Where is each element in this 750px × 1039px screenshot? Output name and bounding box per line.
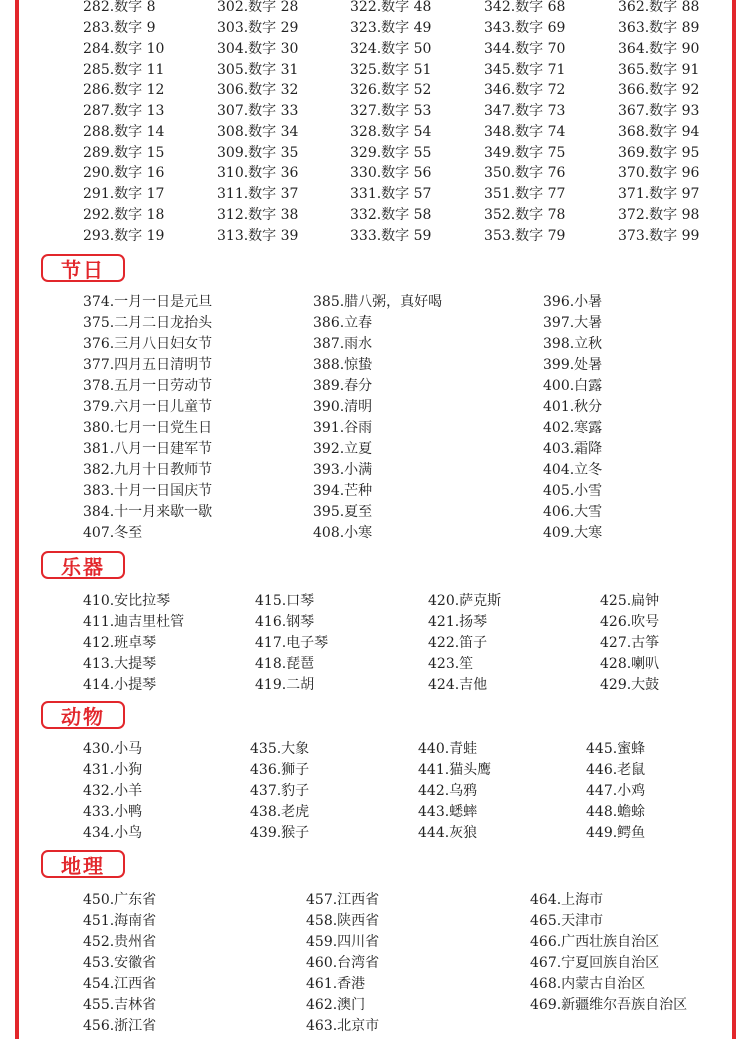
word-item: 329.数字 55 <box>350 145 432 161</box>
word-item: 302.数字 28 <box>217 0 299 15</box>
word-item: 309.数字 35 <box>217 145 299 161</box>
word-item: 311.数字 37 <box>217 186 299 202</box>
word-row <box>0 995 750 1016</box>
word-item: 427.古筝 <box>600 635 660 651</box>
word-item: 447.小鸡 <box>586 783 646 799</box>
word-item: 457.江西省 <box>306 892 380 908</box>
word-item: 466.广西壮族自治区 <box>530 934 660 950</box>
word-item: 397.大暑 <box>543 315 603 331</box>
word-item: 426.吹号 <box>600 614 660 630</box>
word-item: 462.澳门 <box>306 997 366 1013</box>
word-item: 376.三月八日妇女节 <box>83 336 213 352</box>
word-item: 363.数字 89 <box>618 20 700 36</box>
word-item: 412.班卓琴 <box>83 635 157 651</box>
word-item: 437.豹子 <box>250 783 310 799</box>
word-row <box>0 376 750 397</box>
word-item: 399.处暑 <box>543 357 603 373</box>
word-item: 432.小羊 <box>83 783 143 799</box>
word-item: 343.数字 69 <box>484 20 566 36</box>
word-row <box>0 18 750 39</box>
word-item: 408.小寒 <box>313 525 373 541</box>
word-item: 411.迪吉里杜管 <box>83 614 185 630</box>
word-item: 404.立冬 <box>543 462 603 478</box>
word-item: 391.谷雨 <box>313 420 373 436</box>
word-item: 374.一月一日是元旦 <box>83 294 213 310</box>
word-row <box>0 739 750 760</box>
word-item: 392.立夏 <box>313 441 373 457</box>
word-item: 365.数字 91 <box>618 62 700 78</box>
word-item: 463.北京市 <box>306 1018 380 1034</box>
word-item: 349.数字 75 <box>484 145 566 161</box>
word-item: 458.陕西省 <box>306 913 380 929</box>
word-row <box>0 60 750 81</box>
word-item: 367.数字 93 <box>618 103 700 119</box>
word-item: 389.春分 <box>313 378 373 394</box>
word-item: 393.小满 <box>313 462 373 478</box>
word-item: 461.香港 <box>306 976 366 992</box>
word-item: 387.雨水 <box>313 336 373 352</box>
word-item: 381.八月一日建军节 <box>83 441 213 457</box>
word-item: 292.数字 18 <box>83 207 165 223</box>
word-row <box>0 675 750 696</box>
word-item: 287.数字 13 <box>83 103 165 119</box>
word-item: 435.大象 <box>250 741 310 757</box>
word-item: 465.天津市 <box>530 913 604 929</box>
word-item: 413.大提琴 <box>83 656 157 672</box>
word-item: 425.扁钟 <box>600 593 660 609</box>
word-item: 445.蜜蜂 <box>586 741 646 757</box>
word-item: 372.数字 98 <box>618 207 700 223</box>
word-item: 326.数字 52 <box>350 82 432 98</box>
word-item: 405.小雪 <box>543 483 603 499</box>
word-item: 344.数字 70 <box>484 41 566 57</box>
word-item: 313.数字 39 <box>217 228 299 244</box>
word-item: 446.老鼠 <box>586 762 646 778</box>
word-item: 406.大雪 <box>543 504 603 520</box>
word-item: 303.数字 29 <box>217 20 299 36</box>
word-item: 418.琵琶 <box>255 656 315 672</box>
word-item: 310.数字 36 <box>217 165 299 181</box>
word-item: 282.数字 8 <box>83 0 156 15</box>
word-item: 327.数字 53 <box>350 103 432 119</box>
word-row <box>0 226 750 247</box>
word-item: 286.数字 12 <box>83 82 165 98</box>
word-row <box>0 612 750 633</box>
word-item: 350.数字 76 <box>484 165 566 181</box>
word-item: 382.九月十日教师节 <box>83 462 213 478</box>
word-item: 291.数字 17 <box>83 186 165 202</box>
word-item: 283.数字 9 <box>83 20 156 36</box>
word-item: 440.青蛙 <box>418 741 478 757</box>
section-title-instruments: 乐器 <box>41 551 125 579</box>
word-row <box>0 890 750 911</box>
word-item: 325.数字 51 <box>350 62 432 78</box>
word-item: 464.上海市 <box>530 892 604 908</box>
word-item: 396.小暑 <box>543 294 603 310</box>
word-item: 407.冬至 <box>83 525 143 541</box>
word-item: 434.小鸟 <box>83 825 143 841</box>
word-item: 441.猫头鹰 <box>418 762 492 778</box>
word-item: 345.数字 71 <box>484 62 566 78</box>
word-item: 307.数字 33 <box>217 103 299 119</box>
word-row <box>0 101 750 122</box>
word-item: 401.秋分 <box>543 399 603 415</box>
word-item: 454.江西省 <box>83 976 157 992</box>
word-item: 289.数字 15 <box>83 145 165 161</box>
word-item: 420.萨克斯 <box>428 593 502 609</box>
word-row <box>0 481 750 502</box>
word-item: 347.数字 73 <box>484 103 566 119</box>
word-row <box>0 760 750 781</box>
word-item: 306.数字 32 <box>217 82 299 98</box>
word-item: 400.白露 <box>543 378 603 394</box>
word-item: 375.二月二日龙抬头 <box>83 315 213 331</box>
word-item: 430.小马 <box>83 741 143 757</box>
word-item: 284.数字 10 <box>83 41 165 57</box>
word-item: 429.大鼓 <box>600 677 660 693</box>
word-row <box>0 460 750 481</box>
word-item: 416.钢琴 <box>255 614 315 630</box>
word-item: 330.数字 56 <box>350 165 432 181</box>
word-item: 348.数字 74 <box>484 124 566 140</box>
word-row <box>0 0 750 18</box>
word-item: 442.乌鸦 <box>418 783 478 799</box>
word-item: 368.数字 94 <box>618 124 700 140</box>
word-item: 417.电子琴 <box>255 635 329 651</box>
word-item: 394.芒种 <box>313 483 373 499</box>
word-item: 312.数字 38 <box>217 207 299 223</box>
word-row <box>0 397 750 418</box>
word-item: 373.数字 99 <box>618 228 700 244</box>
word-item: 421.扬琴 <box>428 614 488 630</box>
word-item: 451.海南省 <box>83 913 157 929</box>
word-row <box>0 439 750 460</box>
word-item: 324.数字 50 <box>350 41 432 57</box>
word-item: 304.数字 30 <box>217 41 299 57</box>
word-row <box>0 974 750 995</box>
word-item: 439.猴子 <box>250 825 310 841</box>
word-row <box>0 953 750 974</box>
word-row <box>0 80 750 101</box>
word-item: 468.内蒙古自治区 <box>530 976 646 992</box>
word-row <box>0 184 750 205</box>
word-item: 390.清明 <box>313 399 373 415</box>
section-title-animals: 动物 <box>41 701 125 729</box>
word-item: 331.数字 57 <box>350 186 432 202</box>
word-item: 459.四川省 <box>306 934 380 950</box>
word-item: 443.蟋蟀 <box>418 804 478 820</box>
word-item: 352.数字 78 <box>484 207 566 223</box>
word-item: 433.小鸭 <box>83 804 143 820</box>
word-item: 455.吉林省 <box>83 997 157 1013</box>
word-item: 410.安比拉琴 <box>83 593 171 609</box>
word-item: 460.台湾省 <box>306 955 380 971</box>
word-item: 467.宁夏回族自治区 <box>530 955 660 971</box>
word-item: 450.广东省 <box>83 892 157 908</box>
word-item: 346.数字 72 <box>484 82 566 98</box>
word-item: 423.笙 <box>428 656 474 672</box>
word-item: 431.小狗 <box>83 762 143 778</box>
word-item: 362.数字 88 <box>618 0 700 15</box>
word-item: 448.蟾蜍 <box>586 804 646 820</box>
word-item: 385.腊八粥，真好喝 <box>313 294 443 310</box>
word-item: 424.吉他 <box>428 677 488 693</box>
word-row <box>0 932 750 953</box>
word-item: 469.新疆维尔吾族自治区 <box>530 997 688 1013</box>
word-item: 444.灰狼 <box>418 825 478 841</box>
word-row <box>0 1016 750 1037</box>
word-item: 332.数字 58 <box>350 207 432 223</box>
word-row <box>0 418 750 439</box>
word-item: 333.数字 59 <box>350 228 432 244</box>
word-item: 453.安徽省 <box>83 955 157 971</box>
word-item: 402.寒露 <box>543 420 603 436</box>
word-item: 366.数字 92 <box>618 82 700 98</box>
word-row <box>0 802 750 823</box>
word-item: 388.惊蛰 <box>313 357 373 373</box>
word-item: 353.数字 79 <box>484 228 566 244</box>
word-item: 395.夏至 <box>313 504 373 520</box>
word-row <box>0 355 750 376</box>
word-item: 449.鳄鱼 <box>586 825 646 841</box>
word-item: 379.六月一日儿童节 <box>83 399 213 415</box>
word-row <box>0 781 750 802</box>
word-item: 370.数字 96 <box>618 165 700 181</box>
word-item: 308.数字 34 <box>217 124 299 140</box>
word-item: 419.二胡 <box>255 677 315 693</box>
word-item: 383.十月一日国庆节 <box>83 483 213 499</box>
word-item: 377.四月五日清明节 <box>83 357 213 373</box>
word-row <box>0 39 750 60</box>
word-item: 371.数字 97 <box>618 186 700 202</box>
word-row <box>0 654 750 675</box>
word-row <box>0 633 750 654</box>
word-item: 452.贵州省 <box>83 934 157 950</box>
word-item: 386.立春 <box>313 315 373 331</box>
word-row <box>0 292 750 313</box>
word-item: 438.老虎 <box>250 804 310 820</box>
word-item: 456.浙江省 <box>83 1018 157 1034</box>
word-item: 436.狮子 <box>250 762 310 778</box>
word-item: 409.大寒 <box>543 525 603 541</box>
word-item: 398.立秋 <box>543 336 603 352</box>
word-item: 369.数字 95 <box>618 145 700 161</box>
word-row <box>0 823 750 844</box>
word-row <box>0 591 750 612</box>
word-item: 380.七月一日党生日 <box>83 420 213 436</box>
word-row <box>0 122 750 143</box>
word-row <box>0 143 750 164</box>
word-item: 288.数字 14 <box>83 124 165 140</box>
word-item: 305.数字 31 <box>217 62 299 78</box>
word-item: 428.喇叭 <box>600 656 660 672</box>
word-row <box>0 334 750 355</box>
word-row <box>0 313 750 334</box>
word-item: 342.数字 68 <box>484 0 566 15</box>
section-title-geography: 地理 <box>41 850 125 878</box>
word-row <box>0 911 750 932</box>
section-title-festivals: 节日 <box>41 254 125 282</box>
word-item: 322.数字 48 <box>350 0 432 15</box>
word-row <box>0 205 750 226</box>
word-item: 285.数字 11 <box>83 62 165 78</box>
word-item: 414.小提琴 <box>83 677 157 693</box>
word-item: 378.五月一日劳动节 <box>83 378 213 394</box>
word-item: 290.数字 16 <box>83 165 165 181</box>
word-item: 384.十一月来歇一歇 <box>83 504 213 520</box>
word-item: 351.数字 77 <box>484 186 566 202</box>
word-row <box>0 523 750 544</box>
word-item: 328.数字 54 <box>350 124 432 140</box>
word-item: 415.口琴 <box>255 593 315 609</box>
word-item: 422.笛子 <box>428 635 488 651</box>
word-row <box>0 163 750 184</box>
word-row <box>0 502 750 523</box>
word-item: 364.数字 90 <box>618 41 700 57</box>
word-item: 323.数字 49 <box>350 20 432 36</box>
word-item: 293.数字 19 <box>83 228 165 244</box>
word-item: 403.霜降 <box>543 441 603 457</box>
